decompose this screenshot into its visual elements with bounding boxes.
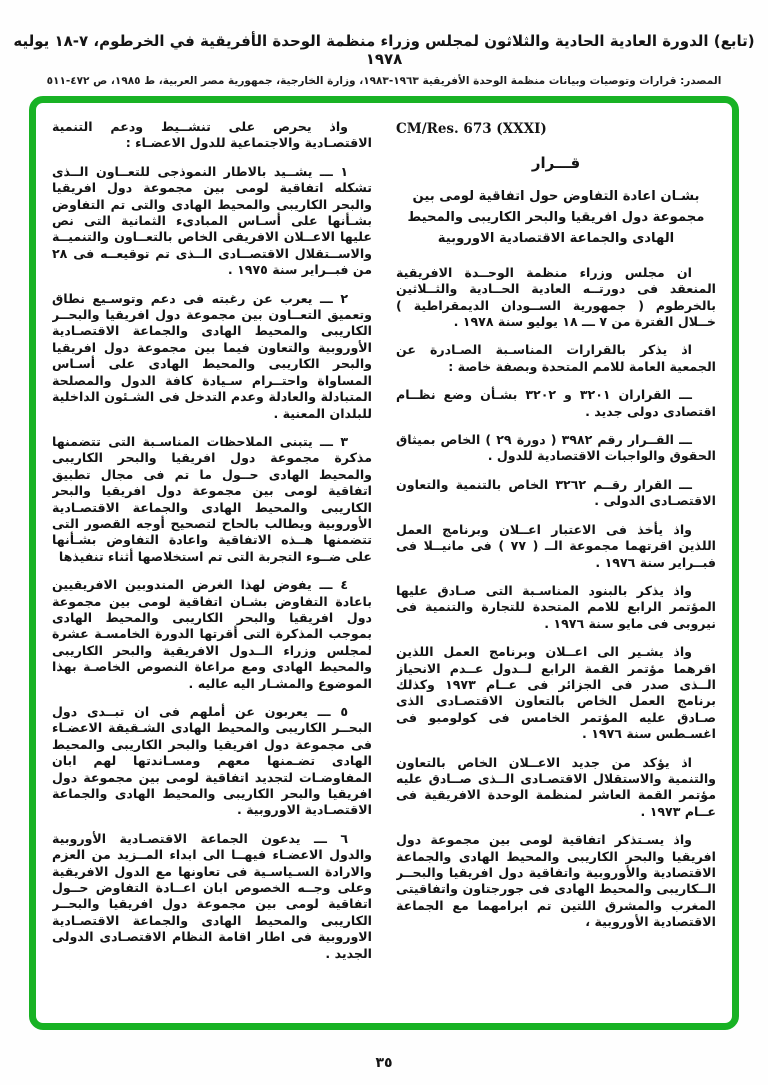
operative-paragraph-2: ٢ ـــ يعرب عن رغبته فى دعم وتوسـيع نطاق وتعميق التعــاون بين مجموعة دول افريقيا والبحــر الكاريبى والمحيط الهادى والجماعة الاقتصـادية الأوروبية والتعاون فيما بين مجموعة دول افريقيا والبحر الكاريبى والمحيط الهادى على أسـاس المساواة واحتــرام سـيادة كافة الدول والمصلحة المتبادلة والعادلة وعدم التدخل فى الشـئون الداخلية للبلدان المعنية . — [52, 290, 372, 421]
resolution-heading: قـــرار — [531, 154, 581, 173]
operative-paragraph-6: ٦ ـــ يدعون الجماعة الاقتصـادية الأوروبية والدول الاعضـاء فيهــا الى ابداء المــزيد من العزم والارادة السـياسـية فى تعاونها مع الدول الافريقية وعلى وجــه الخصوص ابان اعــادة التفاوض حــول اتفاقية لومى بين مجموعة دول افريقيا والبحــر الكاريبى والمحيط الهادى والجماعة الاقتصـادية الاوروبية فى اطار اقامة النظام الاقتصـادى الدولى الجديد . — [52, 830, 372, 961]
resolution-subtitle: بشـان اعادة التفاوض حول اتفاقية لومى بين مجموعة دول افريقيا والبحر الكاريبى والمحيط الهادى والجماعة الاقتصادية الاوروبية — [407, 188, 705, 246]
page-number: ٣٥ — [375, 1055, 393, 1071]
paragraph-unctad-nairobi: واذ يذكر بالبنود المناسـبة التى صـادق عليها المؤتمر الرابع للامم المتحدة للتجارة والتنمية فى نيروبى فى مايو سنة ١٩٧٦ . — [396, 582, 716, 631]
operative-paragraph-1: ١ ـــ يشــيد بالاطار النموذجى للتعــاون الــذى تشكله اتفاقية لومى بين مجموعة دول افريقيا والبحر الكاريبى والمحيط الهادى والتى تم التفاوض بشـأنها على أسـاس المبادىء الثمانية التى نص عليها الاعــلان الافريقى الخاص بالتعــاون والتنميــة والاســتقلال الاقتصــادى الــذى تم توقيعــه فى ٢٨ من فبــراير سنة ١٩٧٥ . — [52, 163, 372, 278]
operative-paragraph-5: ٥ ـــ يعربون عن أملهم فى ان تبــدى دول البحــر الكاريبى والمحيط الهادى الشـقيقة الاعضـاء فى مجموعة دول افريقيا والبحر الكاريبى والمحيط الهادى تضـمنها معهم ومسـاندتها لهم ابان المفاوضـات لتجديد اتفاقية لومى بين مجموعة دول افريقيا والبحر الكاريبى والمحيط الهادى والجماعة الاقتصـادية الاوروبية . — [52, 704, 372, 818]
resolution-reference: CM/Res. 673 (XXXI) — [396, 121, 547, 137]
paragraph-resolution-3982: ـــ القــرار رقم ٣٩٨٢ ( دورة ٢٩ ) الخاص بميثاق الحقوق والواجبات الاقتصادية للدول . — [396, 432, 716, 464]
paragraph-preamble: ان مجلس وزراء منظمة الوحــدة الافريقية المنعقد فى دورتــه العادية الحــادية والثــلاثين بالخرطوم ( جمهورية الســودان الديمقراطية ) خــلال الفترة من ٧ ـــ ١٨ يوليو سنة ١٩٧٨ . — [396, 264, 716, 330]
paragraph-oau-tenth-summit: اذ يؤكد من جديد الاعــلان الخاص بالتعاون والتنمية والاستقلال الاقتصـادى الــذى صــادق عليه مؤتمر القمة العاشر لمنظمة الوحدة الافريقية فى عــام ١٩٧٣ . — [396, 754, 716, 819]
source-citation: المصدر: قرارات وتوصيات وبيانات منظمة الوحدة الأفريقية ١٩٦٣-١٩٨٣، وزارة الخارجية، جمهورية مصر العربية، ط ١٩٨٥، ص ٤٧٢-٥١١ — [46, 75, 722, 87]
paragraph-nonaligned-algiers-colombo: واذ يشـير الى اعــلان وبرنامج العمل اللذين اقرهما مؤتمر القمة الرابع لــدول عــدم الانحياز الــذى صدر فى الجزائر فى عــام ١٩٧٣ وكذلك برنامج العمل الخاص بالتعاون الاقتصـادى الذى صـادق عليه المؤتمر الخامس فى كولومبو فى اغسـطس سنة ١٩٧٦ . — [396, 644, 716, 742]
paragraph-resolution-3201-3202: ـــ القراران ٣٢٠١ و ٣٢٠٢ بشـأن وضع نظــام اقتصادى دولى جديد . — [396, 387, 716, 419]
column-left-resolution-continued — [52, 119, 372, 1013]
column-right-resolution-start — [396, 119, 716, 1013]
two-column-layout — [52, 119, 716, 1013]
operative-paragraph-4: ٤ ـــ يفوض لهذا الغرض المندوبين الافريقيين باعادة التفاوض بشـان اتفاقية لومى بين مجموعة دول افريقيا والبحر الكاريبى والمحيط الهادى بموجب المذكرة التى أقرتها الدورة الخامسـة عشرة لمجلس وزراء الــدول الافريقية والبحر الكاريبى والمحيط الهادى ومع مراعاة النصوص الخاصـة بهذا الموضوع والمشـار اليه عاليه . — [52, 577, 372, 691]
paragraph-lome-georgetown: واذ يسـتذكر اتفاقية لومى بين مجموعة دول افريقيا والبحر الكاريبى والمحيط الهادى والجماعة الاقتصادية والأوروبية واتفاقية دول افريقيا والبحــر الــكاريبى والمحيط الهادى فى جورجتاون واتفاقيتى المغرب والمشرق اللتين تم ابرامهما مع الجماعة الاقتصادية الأوروبية ، — [396, 832, 716, 930]
paragraph-recalls-un: اذ يذكر بالقرارات المناسـبة الصـادرة عن الجمعية العامة للامم المتحدة وبصفة خاصة : — [396, 342, 716, 374]
paragraph-resolution-3262: ـــ القرار رقــم ٣٢٦٢ الخاص بالتنمية والتعاون الاقتصـادى الدولى . — [396, 476, 716, 509]
document-header — [0, 0, 768, 87]
paragraph-group77-manila: واذ يأخذ فى الاعتبار اعــلان وبرنامج العمل اللذين اقرتهما مجموعة الــ ( ٧٧ ) فى مانيــلا فى فبــراير سنة ١٩٧٦ . — [396, 521, 716, 570]
paragraph-development-support: واذ يحرص على تنشــيط ودعم التنمية الاقتصـادية والاجتماعية للدول الاعضـاء : — [52, 119, 372, 151]
session-title: (تابع) الدورة العادية الحادية والثلاثون لمجلس وزراء منظمة الوحدة الأفريقية في الخرطوم، ٧-١٨ يوليه ١٩٧٨ — [13, 32, 755, 68]
operative-paragraph-3: ٣ ـــ يتبنى الملاحظات المناسـبة التى تتضمنها مذكرة مجموعة دول افريقيا والبحر الكاريبى والمحيط الهادى حــول ما تم فى مجال تطبيق اتفاقية لومى بين مجموعة دول افريقيا والبحر الكاريبى والمحيط الهادى والجماعة الاقتصـادية الأوروبية ويطالب بالحاح لتصحيح أوجه القصور التى تتضمنها هــذه الاتفاقية واعادة التفاوض بشـأنها على ضــوء التجربة التى تم استخلاصها أثناء تنفيذها — [52, 433, 372, 564]
content-frame — [29, 96, 739, 1030]
